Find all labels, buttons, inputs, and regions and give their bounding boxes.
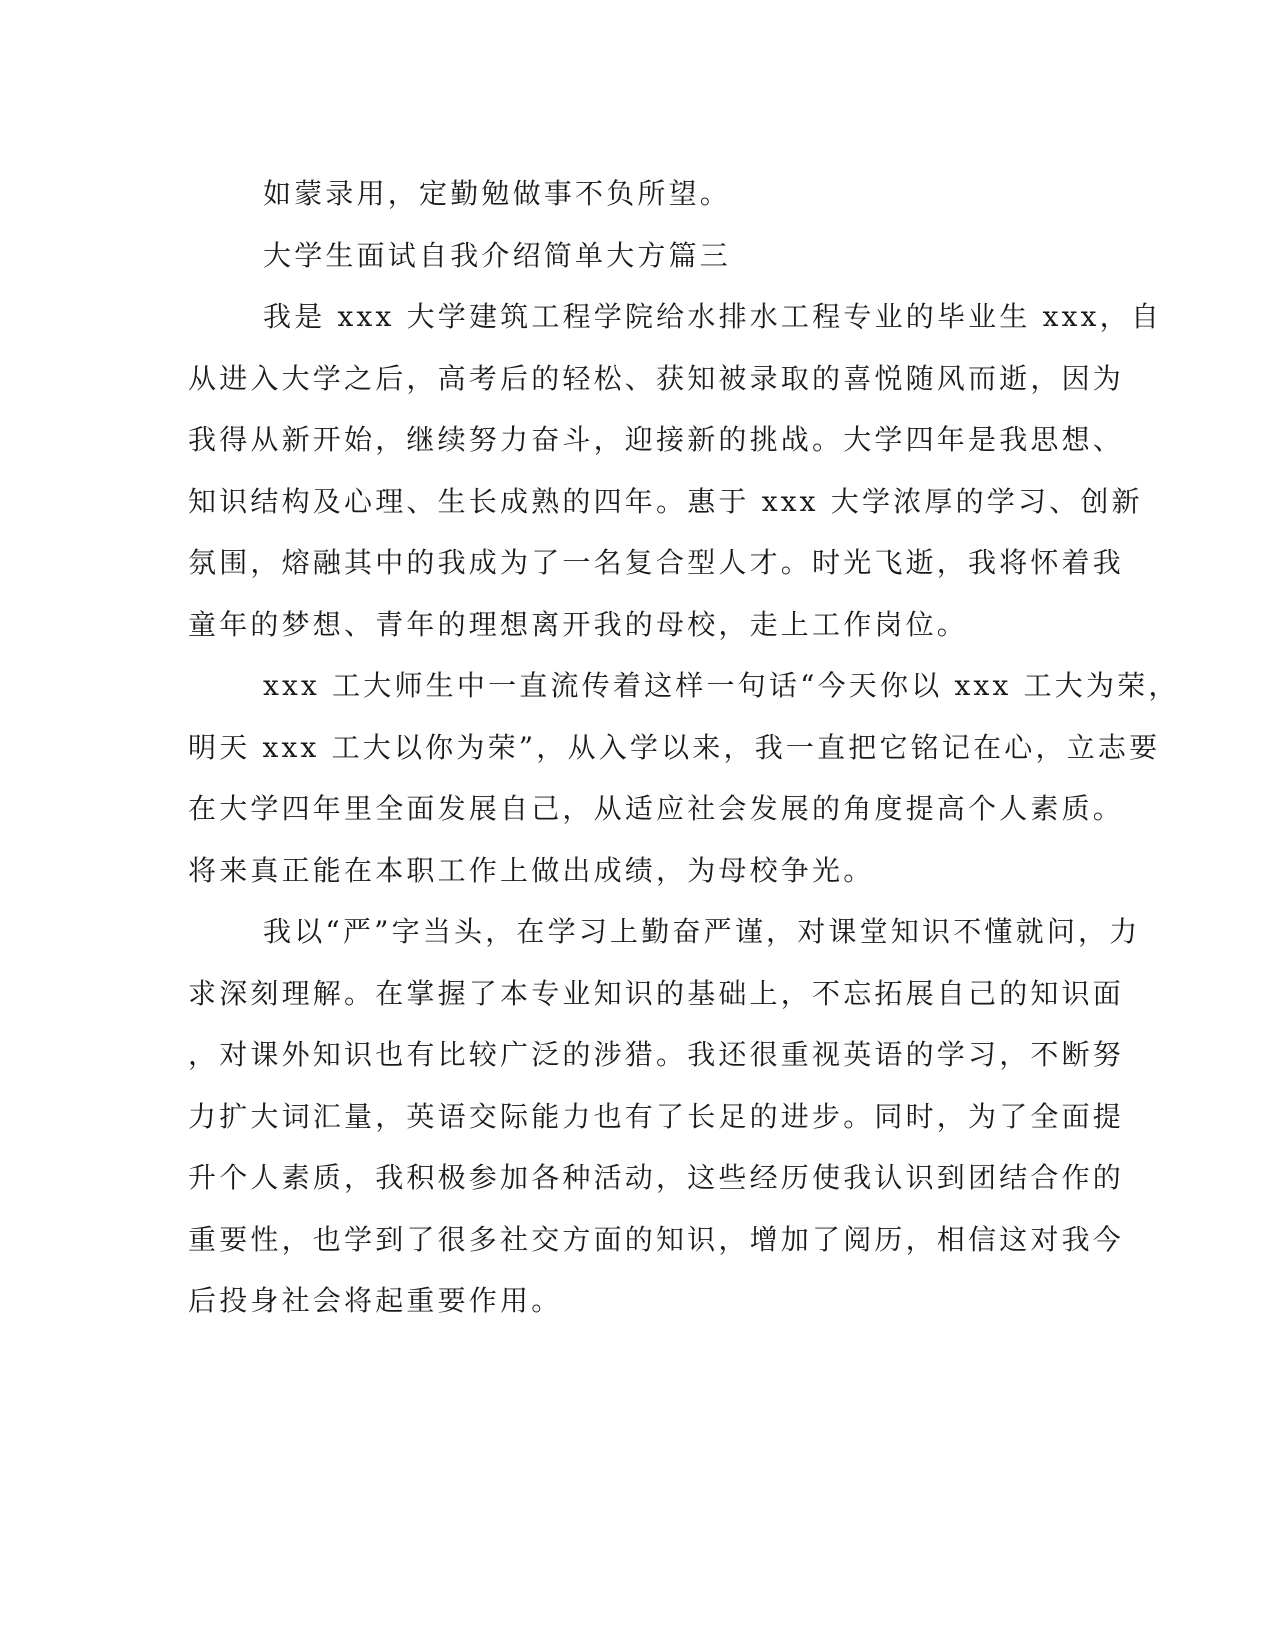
text-line: 力扩大词汇量，英语交际能力也有了长足的进步。同时，为了全面提 — [188, 1099, 1125, 1133]
text-line: xxx 工大师生中一直流传着这样一句话“今天你以 xxx 工大为荣， — [263, 669, 1180, 702]
text-line: 我以“严”字当头，在学习上勤奋严谨，对课堂知识不懂就问，力 — [263, 915, 1141, 948]
text-line: 求深刻理解。在掌握了本专业知识的基础上，不忘拓展自己的知识面 — [188, 976, 1125, 1010]
text-line: 如蒙录用，定勤勉做事不负所望。 — [263, 177, 732, 210]
text-line: 将来真正能在本职工作上做出成绩，为母校争光。 — [188, 853, 875, 887]
text-line: 在大学四年里全面发展自己，从适应社会发展的角度提高个人素质。 — [188, 792, 1125, 825]
text-line: 升个人素质，我积极参加各种活动，这些经历使我认识到团结合作的 — [188, 1161, 1125, 1194]
text-line: 知识结构及心理、生长成熟的四年。惠于 xxx 大学浓厚的学习、创新 — [188, 484, 1143, 518]
text-line: 重要性，也学到了很多社交方面的知识，增加了阅历，相信这对我今 — [188, 1222, 1125, 1256]
text-line: 我是 xxx 大学建筑工程学院给水排水工程专业的毕业生 xxx，自 — [263, 300, 1163, 333]
text-line: 明天 xxx 工大以你为荣”，从入学以来，我一直把它铭记在心，立志要 — [188, 730, 1161, 764]
text-line: 从进入大学之后，高考后的轻松、获知被录取的喜悦随风而逝，因为 — [188, 361, 1125, 395]
text-line: ，对课外知识也有比较广泛的涉猎。我还很重视英语的学习，不断努 — [188, 1038, 1125, 1071]
text-line: 后投身社会将起重要作用。 — [188, 1284, 563, 1317]
text-line: 氛围，熔融其中的我成为了一名复合型人才。时光飞逝，我将怀着我 — [188, 546, 1125, 579]
section-heading: 大学生面试自我介绍简单大方篇三 — [263, 238, 732, 272]
text-line: 童年的梦想、青年的理想离开我的母校，走上工作岗位。 — [188, 607, 969, 641]
text-line: 我得从新开始，继续努力奋斗，迎接新的挑战。大学四年是我思想、 — [188, 423, 1125, 456]
document-body — [188, 163, 1180, 1332]
